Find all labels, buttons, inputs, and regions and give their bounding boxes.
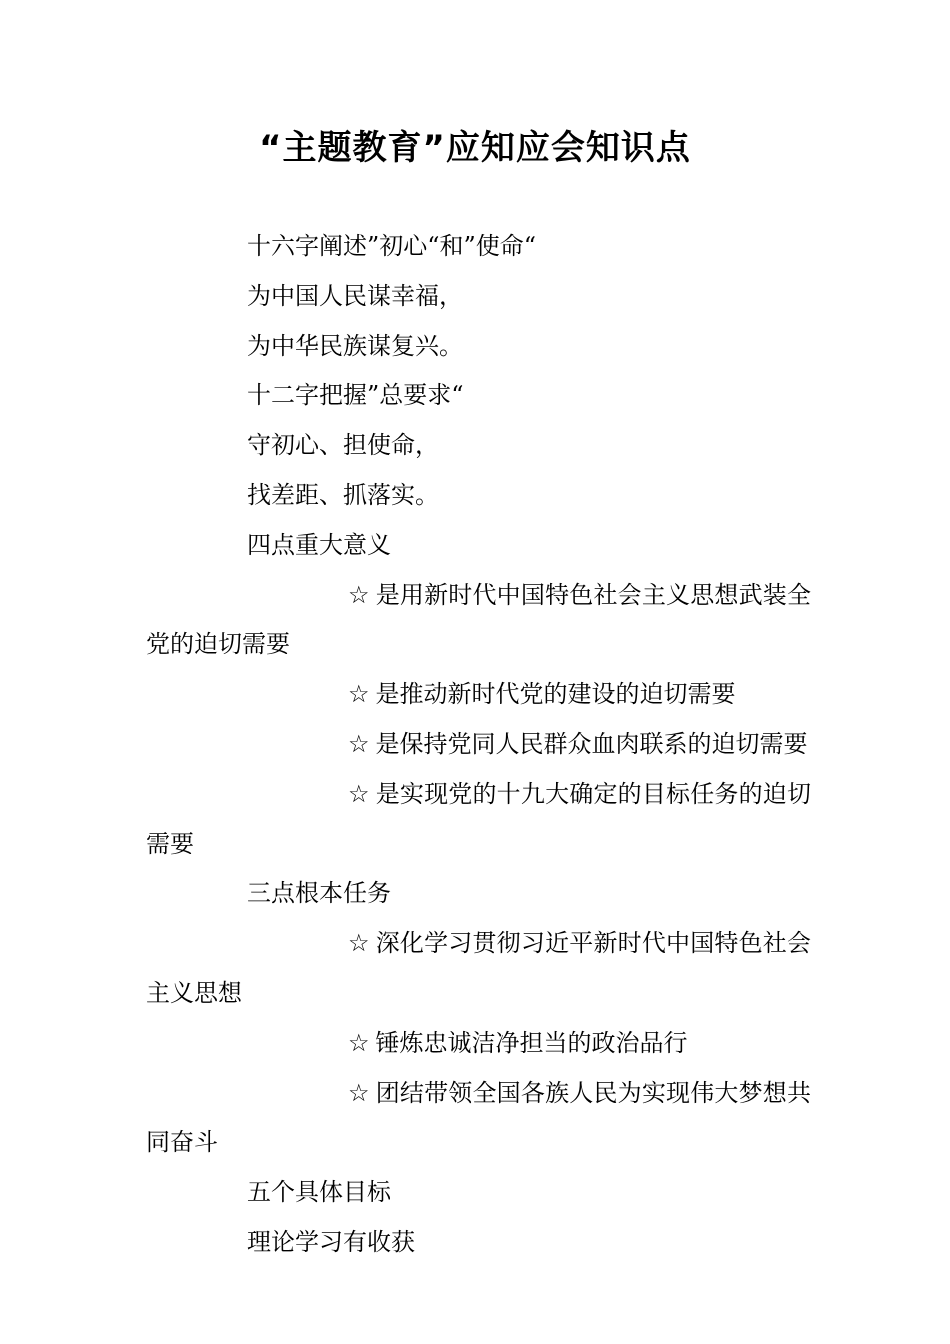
- paragraph: [146, 371, 811, 421]
- section-heading: [146, 869, 811, 919]
- bullet-item: [146, 1069, 811, 1169]
- bullet-item: [146, 1019, 811, 1069]
- section-heading: [146, 1168, 811, 1218]
- section-heading: [146, 521, 811, 571]
- bullet-text: 是用新时代中国特色社会主义思想武装全党的迫切需要: [146, 580, 811, 659]
- paragraph-text: 为中国人民谋幸福，: [247, 281, 463, 310]
- paragraph-text: 守初心、担使命，: [247, 431, 439, 460]
- bullet-item: [146, 919, 811, 1019]
- bullet-text: 团结带领全国各族人民为实现伟大梦想共同奋斗: [146, 1078, 811, 1157]
- bullet-text: 深化学习贯彻习近平新时代中国特色社会主义思想: [146, 929, 811, 1007]
- paragraph-text: 五个具体目标: [247, 1178, 391, 1207]
- paragraph: [146, 322, 811, 372]
- star-icon: ☆: [348, 729, 370, 758]
- paragraph: [146, 1218, 811, 1268]
- bullet-item: [146, 571, 811, 671]
- paragraph: [146, 471, 811, 521]
- paragraph-text: 理论学习有收获: [247, 1227, 415, 1256]
- star-icon: ☆: [348, 680, 370, 709]
- star-icon: ☆: [348, 580, 370, 609]
- star-icon: ☆: [348, 779, 370, 808]
- bullet-item: [146, 670, 811, 720]
- paragraph: [146, 421, 811, 471]
- paragraph-text: 为中华民族谋复兴。: [247, 331, 463, 360]
- bullet-text: 是保持党同人民群众血肉联系的迫切需要: [375, 729, 808, 758]
- document-title: “主题教育”应知应会知识点: [259, 128, 691, 168]
- paragraph-text: 十二字把握”总要求“: [247, 381, 464, 410]
- bullet-text: 是实现党的十九大确定的目标任务的迫切需要: [146, 779, 811, 858]
- paragraph-text: 找差距、抓落实。: [247, 480, 439, 509]
- bullet-item: [146, 770, 811, 870]
- bullet-text: 是推动新时代党的建设的迫切需要: [375, 680, 736, 709]
- paragraph-text: 三点根本任务: [247, 879, 391, 908]
- paragraph: [146, 272, 811, 322]
- paragraph-text: 四点重大意义: [247, 530, 391, 559]
- bullet-text: 锤炼忠诚洁净担当的政治品行: [375, 1028, 688, 1057]
- star-icon: ☆: [348, 1078, 370, 1107]
- document-body: [146, 222, 811, 1268]
- bullet-item: [146, 720, 811, 770]
- star-icon: ☆: [348, 929, 370, 958]
- paragraph-text: 十六字阐述”初心“和”使命“: [247, 232, 537, 260]
- paragraph: [146, 222, 811, 272]
- star-icon: ☆: [348, 1028, 370, 1057]
